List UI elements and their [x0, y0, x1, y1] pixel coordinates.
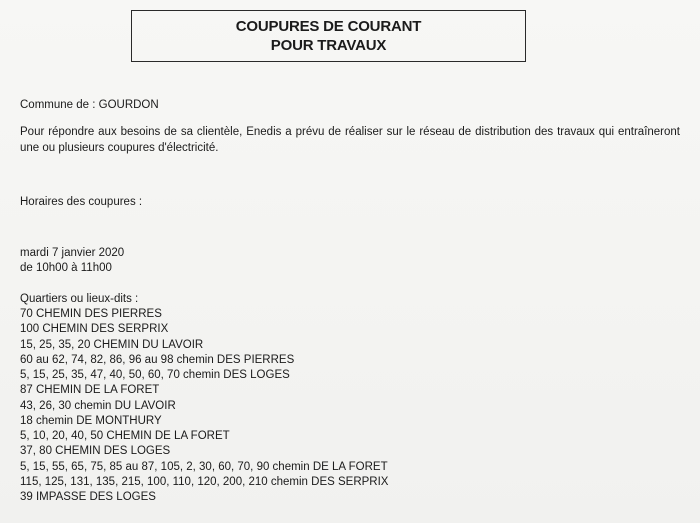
areas-list — [20, 307, 388, 505]
list-item: 87 CHEMIN DE LA FORET — [20, 384, 160, 397]
list-item: 5, 10, 20, 40, 50 CHEMIN DE LA FORET — [20, 430, 230, 442]
list-item: 37, 80 CHEMIN DES LOGES — [20, 445, 171, 458]
list-item: 43, 26, 30 chemin DU LAVOIR — [20, 399, 176, 412]
list-item: 39 IMPASSE DES LOGES — [20, 491, 156, 503]
title-line-2: POUR TRAVAUX — [270, 37, 387, 54]
list-item: 60 au 62, 74, 82, 86, 96 au 98 chemin DES PIERRES — [20, 353, 295, 366]
list-item: 70 CHEMIN DES PIERRES — [20, 308, 162, 320]
list-item: 100 CHEMIN DES SERPRIX — [20, 323, 169, 336]
areas-heading: Quartiers ou lieux-dits : — [20, 293, 139, 305]
outage-date: mardi 7 janvier 2020 — [20, 247, 125, 259]
title-box — [131, 10, 526, 62]
commune-line: Commune de : GOURDON — [20, 99, 159, 111]
intro-paragraph: Pour répondre aux besoins de sa clientèle, Enedis a prévu de réaliser sur le réseau de distribution des travaux qui entraîneront une ou plusieurs coupures d'électricité. — [20, 126, 680, 154]
title-line-1: COUPURES DE COURANT — [235, 18, 422, 35]
list-item: 115, 125, 131, 135, 215, 100, 110, 120, 200, 210 chemin DES SERPRIX — [20, 475, 389, 488]
outage-time: de 10h00 à 11h00 — [20, 262, 112, 274]
list-item: 18 chemin DE MONTHURY — [20, 414, 162, 427]
list-item: 5, 15, 25, 35, 47, 40, 50, 60, 70 chemin DES LOGES — [20, 369, 290, 381]
list-item: 15, 25, 35, 20 CHEMIN DU LAVOIR — [20, 338, 204, 351]
list-item: 5, 15, 55, 65, 75, 85 au 87, 105, 2, 30, 60, 70, 90 chemin DE LA FORET — [20, 460, 388, 473]
schedule-heading: Horaires des coupures : — [20, 196, 143, 208]
